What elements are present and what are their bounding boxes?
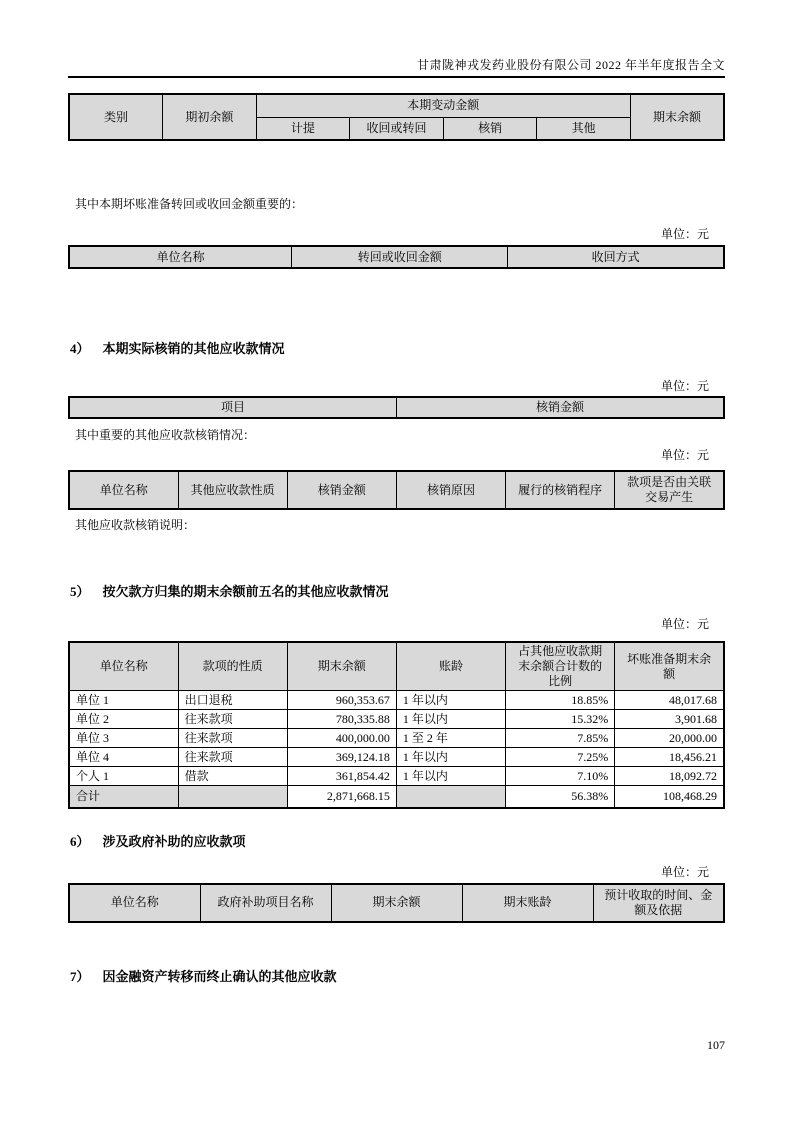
- section6-title: 涉及政府补助的应收款项: [102, 833, 246, 849]
- important-writeoff-table: [68, 470, 725, 510]
- table-row: [69, 767, 724, 786]
- section6-heading: [70, 833, 725, 850]
- section7-title: 因金融资产转移而终止确认的其他应收款: [102, 968, 337, 984]
- header-cell-unit-name: 单位名称: [69, 246, 292, 268]
- cell-bad-debt-balance: 20,000.00: [615, 729, 724, 748]
- writeoff-summary-table: [68, 396, 725, 419]
- cell-bad-debt-balance: 18,456.21: [615, 748, 724, 767]
- cell-closing-balance: 400,000.00: [287, 729, 396, 748]
- header-cell-unit-name: 单位名称: [69, 471, 178, 509]
- header-cell-closing-balance: 期末余额: [287, 642, 396, 691]
- cell-unit-name: 单位 3: [69, 729, 178, 748]
- cell-bad-debt-balance: 18,092.72: [615, 767, 724, 786]
- header-cell-aging: 账龄: [396, 642, 505, 691]
- writeoff-note: 其他应收款核销说明：: [75, 518, 196, 532]
- header-cell-category: 类别: [69, 94, 163, 140]
- table-row: [69, 748, 724, 767]
- cell-proportion: 7.85%: [506, 729, 615, 748]
- cell-aging: 1 年以内: [396, 691, 505, 710]
- cell-total-closing-balance: 2,871,668.15: [287, 786, 396, 808]
- important-writeoff-intro: 其中重要的其他应收款核销情况：: [75, 428, 256, 442]
- unit-label: 单位：元: [660, 448, 709, 462]
- cell-aging: 1 年以内: [396, 767, 505, 786]
- cell-total-nature: [178, 786, 287, 808]
- header-cell-writeoff: 核销: [443, 117, 537, 140]
- cell-total-bad-debt-balance: 108,468.29: [615, 786, 724, 808]
- header-cell-closing-aging: 期末账龄: [462, 884, 593, 922]
- unit-label: 单位：元: [660, 864, 709, 879]
- header-cell-writeoff-procedure: 履行的核销程序: [506, 471, 615, 509]
- page-number: 107: [707, 1038, 725, 1052]
- cell-total-aging: [396, 786, 505, 808]
- header-cell-unit-name: 单位名称: [69, 642, 178, 691]
- cell-proportion: 18.85%: [506, 691, 615, 710]
- unit-label: 单位：元: [660, 617, 709, 631]
- cell-nature: 往来款项: [178, 710, 287, 729]
- header-cell-nature: 款项的性质: [178, 642, 287, 691]
- cell-nature: 往来款项: [178, 729, 287, 748]
- header-cell-closing-balance: 期末余额: [331, 884, 462, 922]
- header-cell-writeoff-reason: 核销原因: [396, 471, 505, 509]
- header-cell-item: 项目: [69, 397, 397, 418]
- header-cell-subsidy-project: 政府补助项目名称: [200, 884, 331, 922]
- header-cell-recover-amount: 转回或收回金额: [292, 246, 508, 268]
- header-cell-bad-debt-balance: 坏账准备期末余额: [615, 642, 724, 691]
- cell-proportion: 7.10%: [506, 767, 615, 786]
- section6-number: 6）: [70, 833, 90, 849]
- table-total-row: [69, 786, 724, 808]
- header-cell-other: 其他: [537, 117, 631, 140]
- unit-label: 单位：元: [660, 227, 709, 241]
- cell-unit-name: 单位 4: [69, 748, 178, 767]
- cell-nature: 往来款项: [178, 748, 287, 767]
- header-rule: [68, 76, 725, 78]
- cell-aging: 1 年以内: [396, 710, 505, 729]
- cell-aging: 1 至 2 年: [396, 729, 505, 748]
- cell-closing-balance: 361,854.42: [287, 767, 396, 786]
- cell-proportion: 15.32%: [506, 710, 615, 729]
- cell-total-proportion: 56.38%: [506, 786, 615, 808]
- section5-number: 5）: [70, 584, 90, 599]
- table-row: [69, 691, 724, 710]
- header-cell-expected-collection: 预计收取的时间、金额及依据: [593, 884, 724, 922]
- header-cell-recover-method: 收回方式: [508, 246, 724, 268]
- header-cell-unit-name: 单位名称: [69, 884, 200, 922]
- header-cell-receivable-nature: 其他应收款性质: [178, 471, 287, 509]
- header-cell-current-change: 本期变动金额: [256, 94, 630, 117]
- important-recovery-intro: 其中本期坏账准备转回或收回金额重要的：: [75, 197, 304, 211]
- cell-bad-debt-balance: 48,017.68: [615, 691, 724, 710]
- header-cell-closing-balance: 期末余额: [630, 94, 724, 140]
- section4-title: 本期实际核销的其他应收款情况: [102, 341, 285, 356]
- header-cell-recover: 收回或转回: [350, 117, 444, 140]
- cell-unit-name: 单位 2: [69, 710, 178, 729]
- header-cell-accrual: 计提: [256, 117, 350, 140]
- report-header-title: 甘肃陇神戎发药业股份有限公司 2022 年半年度报告全文: [416, 58, 725, 72]
- important-recovery-table: [68, 245, 725, 269]
- section5-title: 按欠款方归集的期末余额前五名的其他应收款情况: [102, 584, 389, 599]
- cell-closing-balance: 369,124.18: [287, 748, 396, 767]
- cell-total-label: 合计: [69, 786, 178, 808]
- top-five-receivables-table: [68, 641, 725, 809]
- gov-subsidy-receivables-table: [68, 883, 725, 923]
- header-cell-proportion: 占其他应收款期末余额合计数的比例: [506, 642, 615, 691]
- cell-nature: 借款: [178, 767, 287, 786]
- unit-label: 单位：元: [660, 379, 709, 393]
- header-cell-related-party: 款项是否由关联交易产生: [615, 471, 724, 509]
- page-content: [68, 93, 725, 985]
- cell-unit-name: 单位 1: [69, 691, 178, 710]
- header-cell-opening-balance: 期初余额: [163, 94, 257, 140]
- cell-unit-name: 个人 1: [69, 767, 178, 786]
- section7-heading: [70, 968, 725, 985]
- cell-closing-balance: 960,353.67: [287, 691, 396, 710]
- bad-debt-allowance-table: [68, 93, 725, 141]
- section5-heading: [70, 583, 725, 600]
- header-cell-writeoff-amount: 核销金额: [287, 471, 396, 509]
- section4-heading: [70, 340, 725, 357]
- cell-bad-debt-balance: 3,901.68: [615, 710, 724, 729]
- table-row: [69, 710, 724, 729]
- cell-nature: 出口退税: [178, 691, 287, 710]
- table-header-row: [69, 642, 724, 691]
- section7-number: 7）: [70, 968, 90, 984]
- cell-closing-balance: 780,335.88: [287, 710, 396, 729]
- cell-proportion: 7.25%: [506, 748, 615, 767]
- header-cell-writeoff-amount: 核销金额: [397, 397, 725, 418]
- section4-number: 4）: [70, 341, 90, 356]
- cell-aging: 1 年以内: [396, 748, 505, 767]
- table-row: [69, 729, 724, 748]
